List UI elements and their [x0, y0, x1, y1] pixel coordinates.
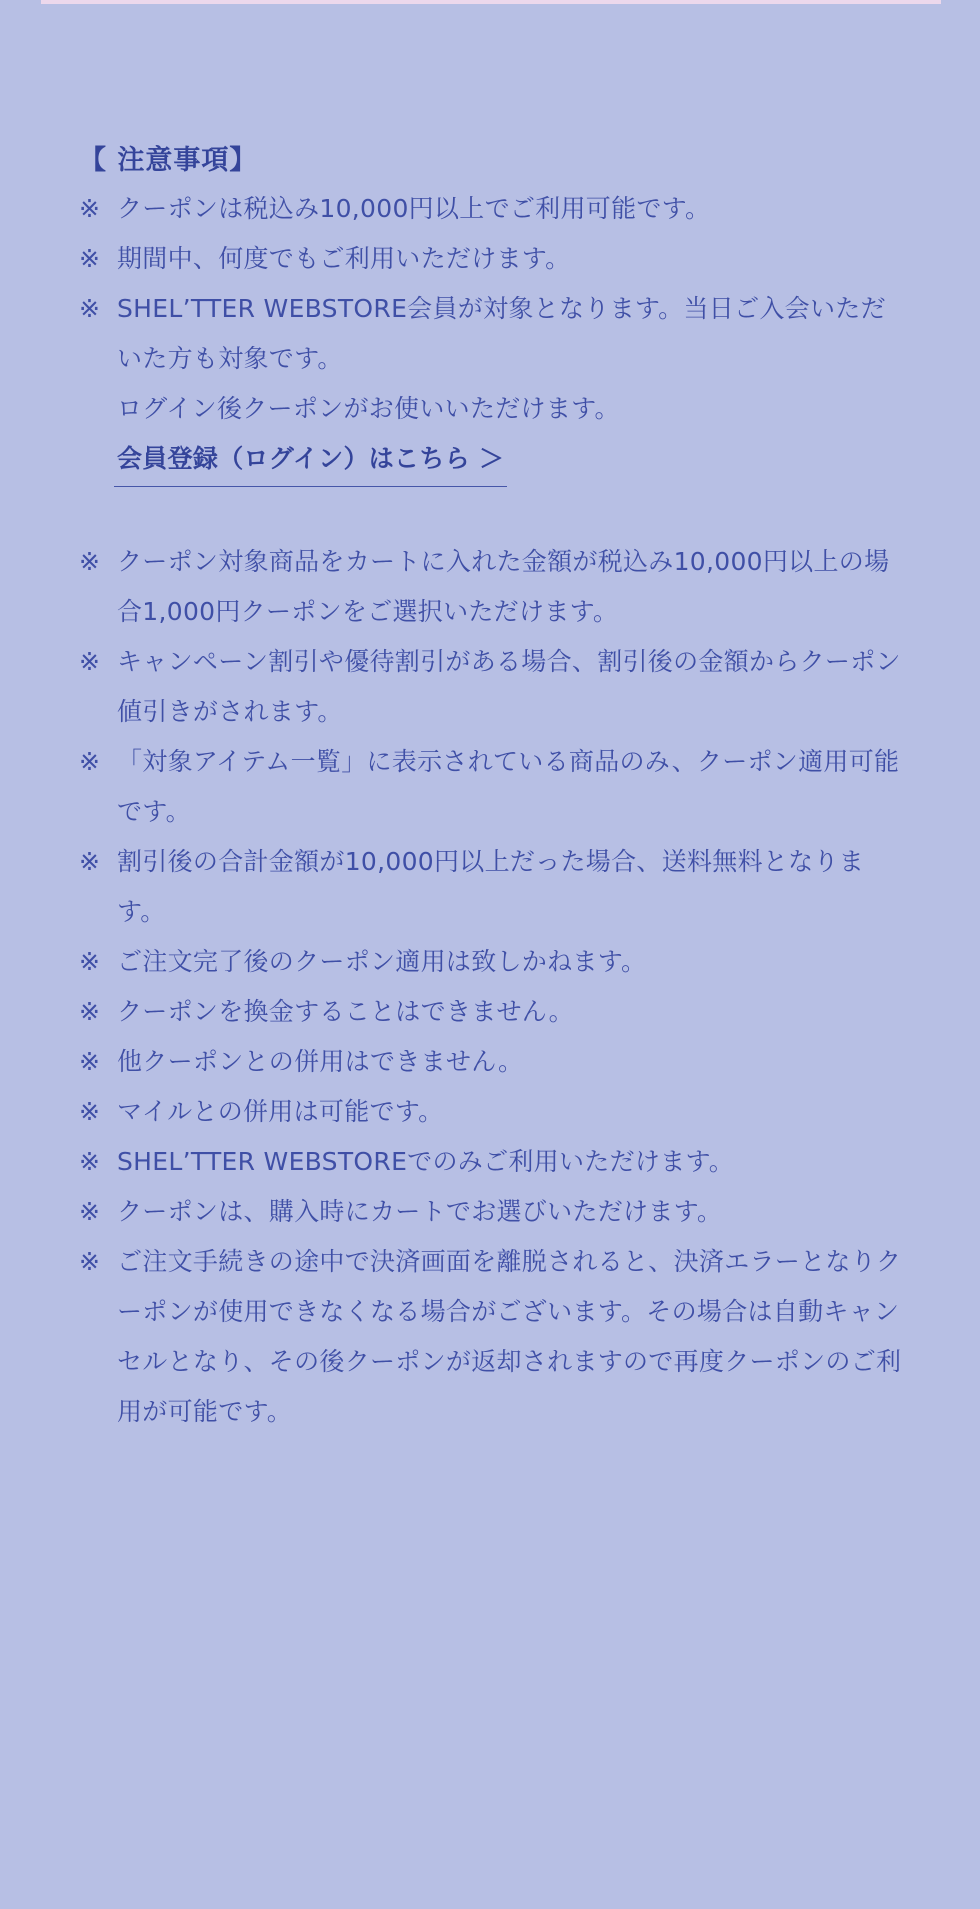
notes-list	[79, 184, 909, 1437]
note-mark: ※	[79, 1147, 101, 1176]
note-mark: ※	[79, 1197, 101, 1226]
note-text: ご注文完了後のクーポン適用は致しかねます。	[117, 947, 647, 976]
notes-title: 【 注意事項】	[79, 145, 258, 176]
note-mark: ※	[79, 647, 101, 676]
member-login-link[interactable]: 会員登録（ログイン）はこちら ＞	[114, 434, 507, 487]
note-text: キャンペーン割引や優待割引がある場合、割引後の金額からクーポン値引きがされます。	[117, 647, 901, 726]
note-text: ご注文手続きの途中で決済画面を離脱されると、決済エラーとなりクーポンが使用できなくなる場合がございます。その場合は自動キャンセルとなり、その後クーポンが返却されますので再度クーポンのご利用が可能です。	[117, 1247, 902, 1426]
note-mark: ※	[79, 997, 101, 1026]
note-login-hint: ログイン後クーポンがお使いいただけます。	[117, 394, 620, 423]
note-mark: ※	[79, 1247, 101, 1276]
note-item	[79, 1087, 909, 1137]
note-item	[79, 1187, 909, 1237]
note-text: クーポンを換金することはできません。	[117, 997, 574, 1026]
note-text: 割引後の合計金額が10,000円以上だった場合、送料無料となります。	[117, 847, 865, 926]
note-text: クーポンは、購入時にカートでお選びいただけます。	[117, 1197, 723, 1226]
note-item	[79, 1237, 909, 1437]
note-mark: ※	[79, 194, 101, 223]
login-link-row	[117, 434, 909, 487]
note-text: SHEL’TTER WEBSTOREでのみご利用いただけます。	[117, 1147, 735, 1176]
note-text: 「対象アイテム一覧」に表示されている商品のみ、クーポン適用可能です。	[117, 747, 900, 826]
note-item	[79, 184, 909, 234]
note-text: SHEL’TTER WEBSTORE会員が対象となります。当日ご入会いただいた方も対象です。	[117, 294, 886, 373]
note-item	[79, 737, 909, 837]
note-text: クーポンは税込み10,000円以上でご利用可能です。	[117, 194, 711, 223]
note-mark: ※	[79, 847, 101, 876]
note-item	[79, 537, 909, 637]
note-mark: ※	[79, 1097, 101, 1126]
note-item	[79, 1037, 909, 1087]
note-text: 期間中、何度でもご利用いただけます。	[117, 244, 571, 273]
note-text: マイルとの併用は可能です。	[117, 1097, 444, 1126]
note-item	[79, 637, 909, 737]
note-item	[79, 234, 909, 284]
note-text: クーポン対象商品をカートに入れた金額が税込み10,000円以上の場合1,000円クーポンをご選択いただけます。	[117, 547, 890, 626]
note-mark: ※	[79, 547, 101, 576]
note-text: 他クーポンとの併用はできません。	[117, 1047, 524, 1076]
note-mark: ※	[79, 747, 101, 776]
top-divider-bar	[41, 0, 941, 4]
note-item	[79, 837, 909, 937]
note-mark: ※	[79, 244, 101, 273]
note-item	[79, 987, 909, 1037]
notes-section	[79, 138, 909, 1437]
note-item	[79, 284, 909, 487]
note-mark: ※	[79, 947, 101, 976]
spacer	[79, 487, 909, 537]
note-item	[79, 937, 909, 987]
note-item	[79, 1137, 909, 1187]
note-mark: ※	[79, 1047, 101, 1076]
note-mark: ※	[79, 294, 101, 323]
